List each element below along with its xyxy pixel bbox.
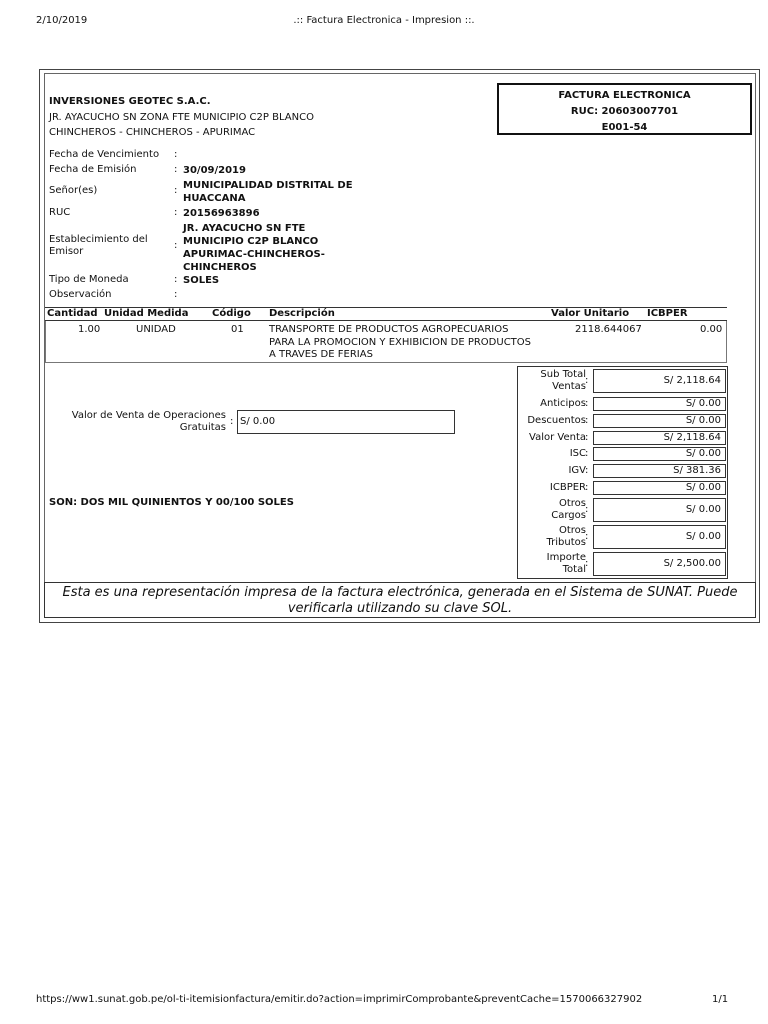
gratuitas-label [60,410,226,434]
issuer-name: INVERSIONES GEOTEC S.A.C. [49,96,211,107]
amount-in-words: SON: DOS MIL QUINIENTOS Y 00/100 SOLES [49,497,294,508]
document-id-box [497,83,752,135]
gratuitas-label-line-2: Gratuitas [179,422,226,433]
sunat-note-line-1: Esta es una representación impresa de la factura electrónica, generada en el Sistema de SUNAT. Puede [62,585,738,600]
document-type: FACTURA ELECTRONICA [558,90,691,101]
gratuitas-label-line-1: Valor de Venta de Operaciones [71,410,226,421]
label-senor: Señor(es) [49,185,98,196]
gratuitas-value: S/ 0.00 [237,410,455,434]
colon: : [585,558,589,569]
colon: : [174,240,178,251]
colon: : [174,274,178,285]
header-valor-unitario: Valor Unitario [551,308,630,319]
value-establecimiento-line-2: MUNICIPIO C2P BLANCO [183,236,319,247]
total-label-importe-total-line-1: Importe [546,552,586,563]
value-establecimiento-line-4: CHINCHEROS [183,262,257,273]
label-establecimiento-line-2: Emisor [49,246,84,257]
print-url: https://ww1.sunat.gob.pe/ol-ti-itemisionfactura/emitir.do?action=imprimirComprobante&preventCache=1570066327902 [36,994,643,1005]
label-ruc: RUC [49,207,71,218]
cell-valor-unitario: 2118.644067 [575,324,642,335]
colon: : [230,416,234,427]
colon: : [174,289,178,300]
sunat-note-line-2: verificarla utilizando su clave SOL. [287,601,513,616]
total-label-otros-tributos-line-2: Tributos [546,537,586,548]
value-senor-line-2: HUACCANA [183,193,246,204]
colon: : [174,164,178,175]
cell-codigo: 01 [231,324,244,335]
label-establecimiento-line-1: Establecimiento del [49,234,148,245]
total-label-otros-tributos [516,525,589,549]
colon: : [585,531,589,542]
label-establecimiento [49,234,148,258]
total-value-isc: S/ 0.00 [593,447,726,461]
print-title: .:: Factura Electronica - Impresion ::. [293,15,475,26]
value-emision: 30/09/2019 [183,165,246,176]
label-vencimiento: Fecha de Vencimiento [49,149,160,160]
issuer-address-2: CHINCHEROS - CHINCHEROS - APURIMAC [49,127,256,138]
total-value-igv: S/ 381.36 [593,464,726,478]
total-label-igv: IGV [568,465,586,476]
cell-unidad: UNIDAD [136,324,176,335]
header-descripcion: Descripción [269,308,335,319]
total-value-otros-cargos: S/ 0.00 [593,498,726,522]
label-emision: Fecha de Emisión [49,164,137,175]
colon: : [585,504,589,515]
value-senor [183,179,353,205]
cell-descripcion [269,324,531,362]
colon: : [585,415,589,426]
colon: : [174,149,178,160]
colon: : [585,482,589,493]
label-moneda: Tipo de Moneda [49,274,129,285]
value-establecimiento [183,222,325,274]
colon: : [585,398,589,409]
issuer-ruc: RUC: 20603007701 [570,106,679,117]
total-label-descuentos: Descuentos [527,415,586,426]
cell-descripcion-line-3: A TRAVES DE FERIAS [269,349,373,360]
total-value-icbper: S/ 0.00 [593,481,726,495]
colon: : [585,375,589,386]
value-establecimiento-line-1: JR. AYACUCHO SN FTE [183,223,306,234]
total-value-subtotal: S/ 2,118.64 [593,369,726,393]
sunat-note [44,582,756,618]
cell-descripcion-line-1: TRANSPORTE DE PRODUCTOS AGROPECUARIOS [269,324,509,335]
total-value-anticipos: S/ 0.00 [593,397,726,411]
total-label-subtotal-line-1: Sub Total [540,369,586,380]
colon: : [174,185,178,196]
print-date: 2/10/2019 [36,15,88,26]
total-label-otros-cargos-line-2: Cargos [551,510,586,521]
value-senor-line-1: MUNICIPALIDAD DISTRITAL DE [183,180,353,191]
colon: : [585,465,589,476]
total-label-anticipos: Anticipos [540,398,586,409]
total-label-subtotal [516,369,589,393]
total-value-otros-tributos: S/ 0.00 [593,525,726,549]
total-label-icbper: ICBPER [549,482,586,493]
header-unidad-medida: Unidad Medida [104,308,189,319]
cell-cantidad: 1.00 [78,324,101,335]
total-label-otros-cargos-line-1: Otros [558,498,586,509]
total-value-descuentos: S/ 0.00 [593,414,726,428]
total-label-importe-total [516,552,589,576]
total-value-importe-total: S/ 2,500.00 [593,552,726,576]
cell-icbper: 0.00 [700,324,723,335]
total-label-otros-cargos [516,498,589,522]
colon: : [585,448,589,459]
total-label-isc: ISC [569,448,586,459]
header-icbper: ICBPER [647,308,688,319]
cell-descripcion-line-2: PARA LA PROMOCION Y EXHIBICION DE PRODUCTOS [269,336,531,348]
header-codigo: Código [212,308,251,319]
colon: : [585,432,589,443]
total-value-valor-venta: S/ 2,118.64 [593,431,726,445]
colon: : [174,207,178,218]
total-label-subtotal-line-2: Ventas [552,381,586,392]
total-label-importe-total-line-2: Total [562,564,586,575]
value-moneda: SOLES [183,275,220,286]
total-label-otros-tributos-line-1: Otros [558,525,586,536]
value-establecimiento-line-3: APURIMAC-CHINCHEROS- [183,249,325,260]
print-page-number: 1/1 [712,994,729,1005]
label-observacion: Observación [49,289,112,300]
total-label-valor-venta: Valor Venta [529,432,586,443]
value-ruc: 20156963896 [183,208,260,219]
issuer-address-1: JR. AYACUCHO SN ZONA FTE MUNICIPIO C2P BLANCO [49,112,314,123]
document-number: E001-54 [601,122,648,133]
header-cantidad: Cantidad [47,308,98,319]
